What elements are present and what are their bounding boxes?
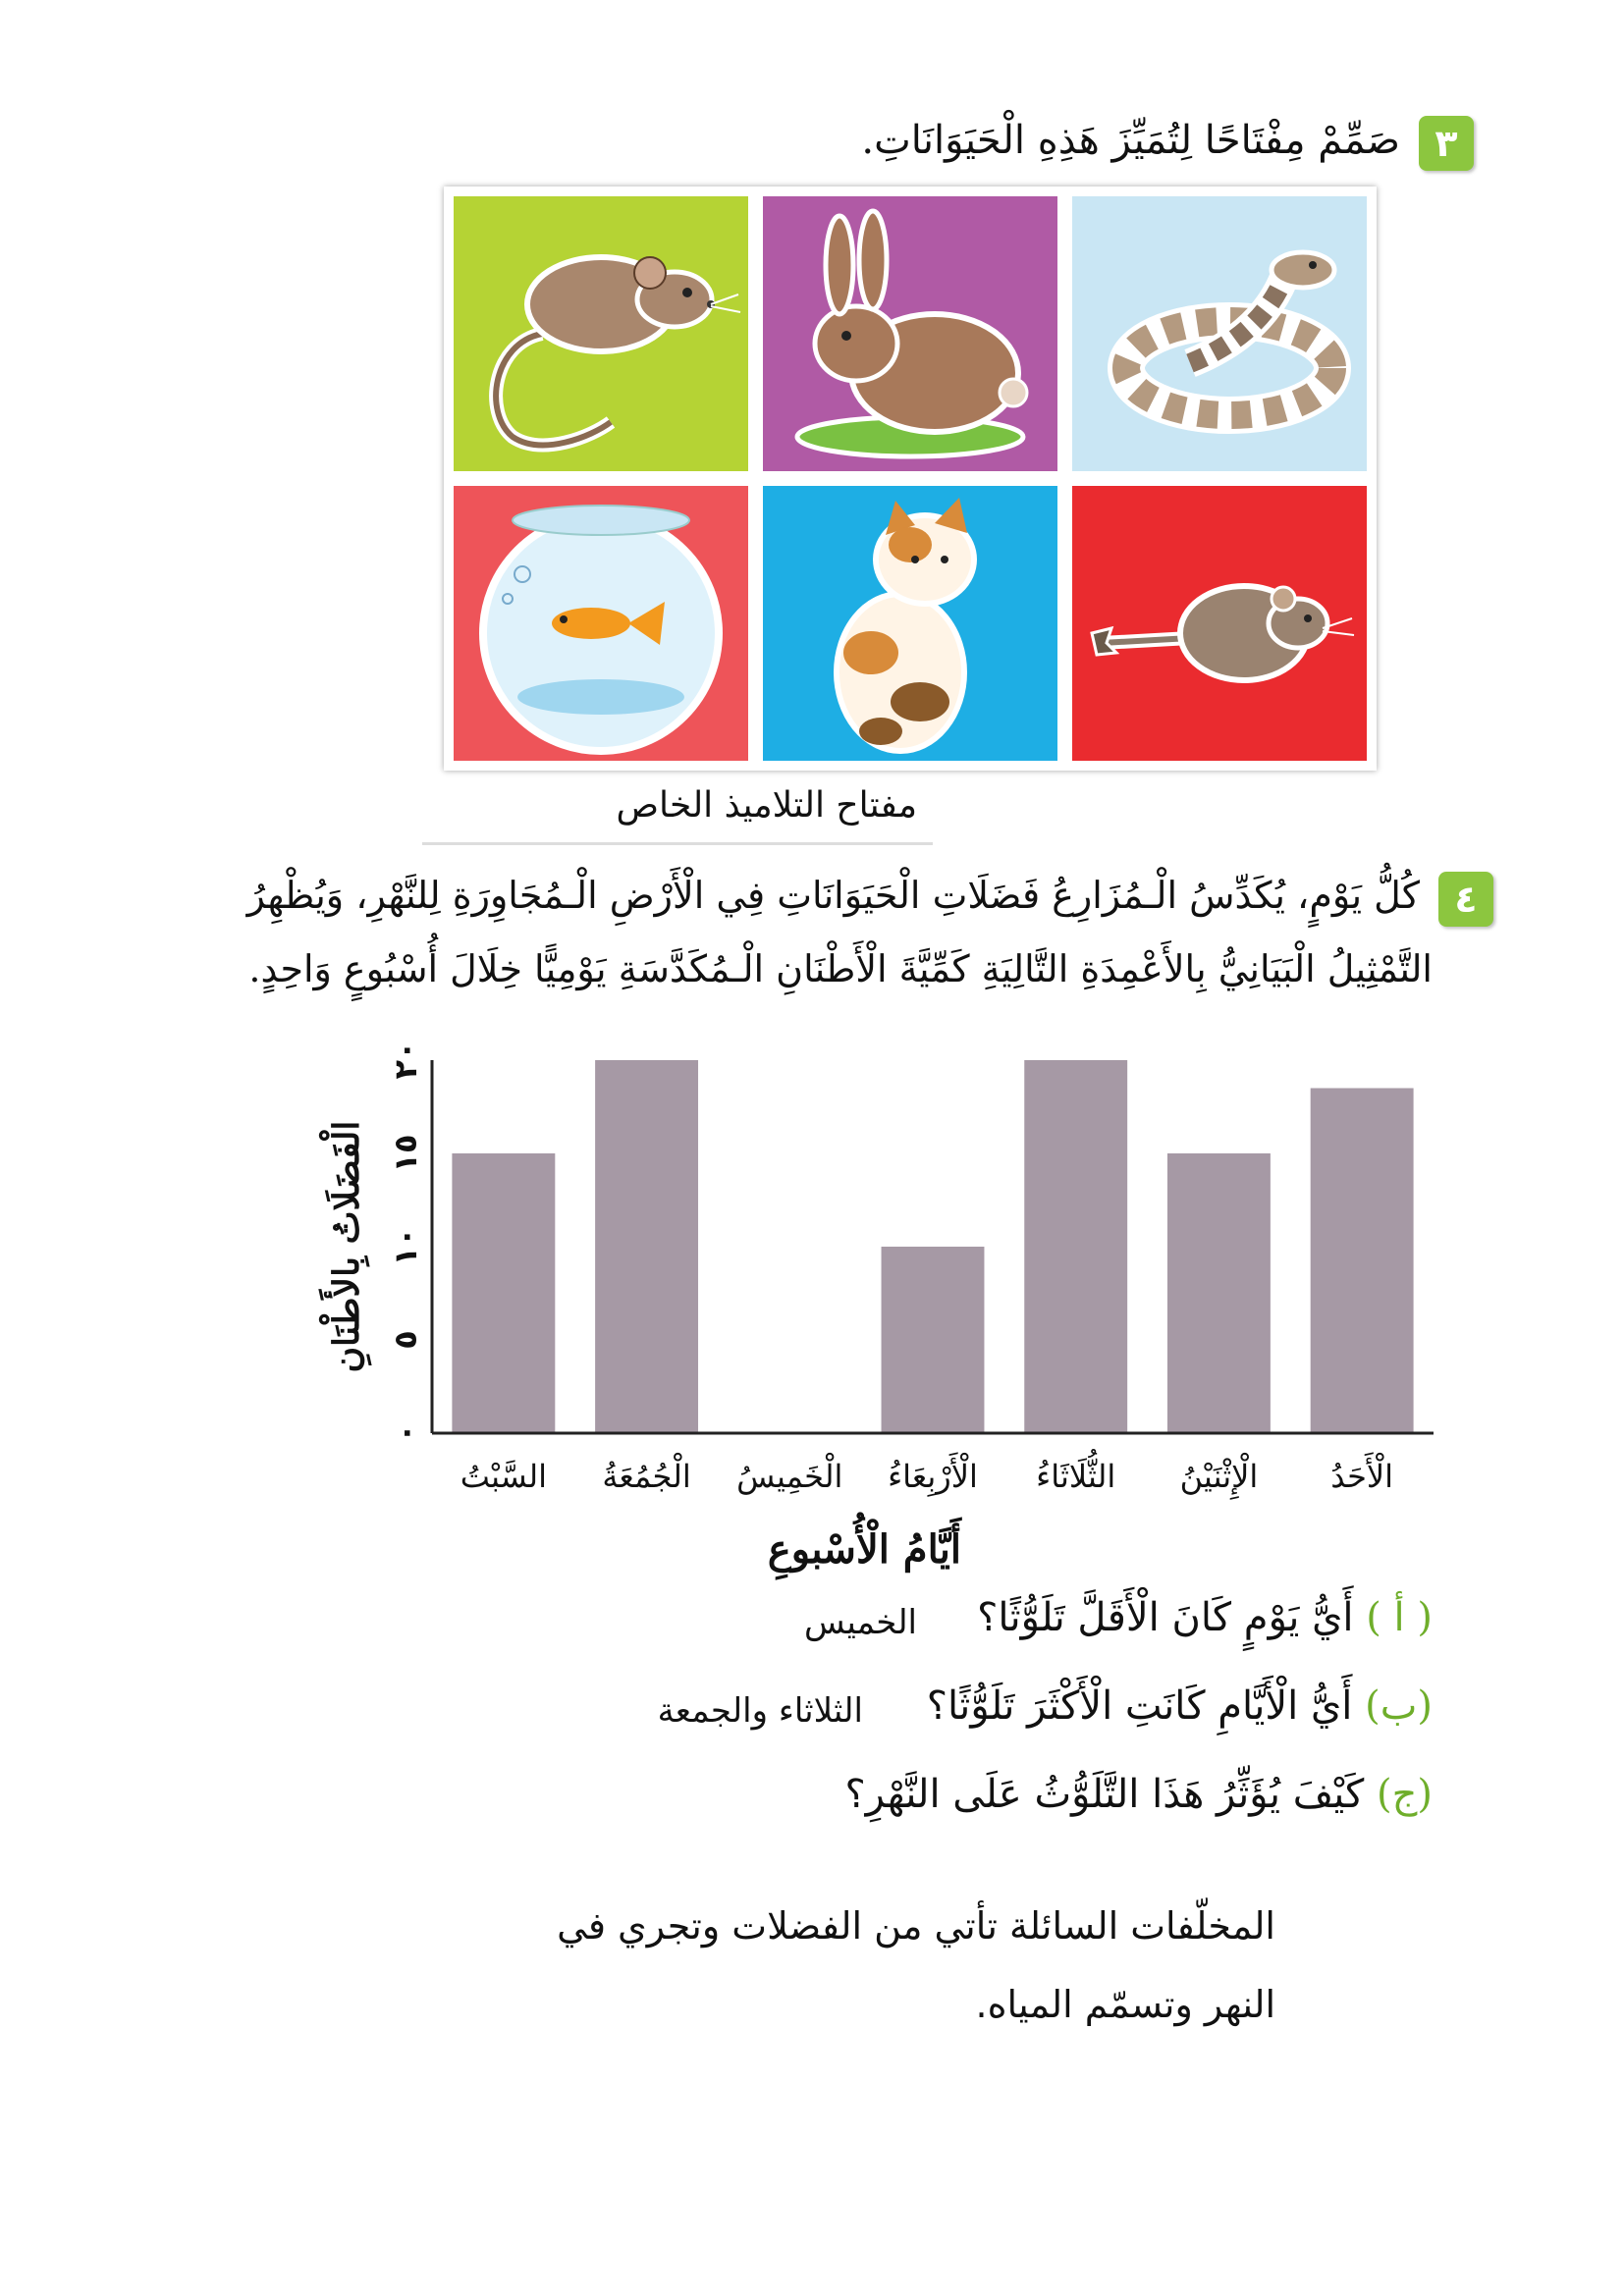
hamster-icon [1072, 486, 1367, 761]
animal-grid [444, 187, 1377, 771]
sub-b-answer: الثلاثاء والجمعة [657, 1691, 863, 1731]
y-tick-label: ٥ [387, 1330, 424, 1350]
question-4-badge: ٤ [1438, 872, 1493, 927]
sub-b-text: أَيُّ الْأَيَّامِ كَانَتِ الْأَكْثَرَ تَلَوُّثًا؟ [926, 1683, 1353, 1729]
tile-cat [763, 486, 1057, 761]
cat-icon [763, 486, 1057, 761]
y-tick-label: ١٥ [387, 1134, 424, 1173]
y-tick-label: ١٠ [387, 1227, 424, 1266]
sub-c-text: كَيْفَ يُؤَثِّرُ هَذَا التَّلَوُّثُ عَلَى النَّهْرِ؟ [844, 1772, 1365, 1817]
sub-b-label: (ب) [1365, 1683, 1433, 1729]
y-axis-label: الْفَضَلَاتُ بِالأَطْنَانِ [326, 1120, 367, 1373]
tile-mouse [454, 196, 748, 471]
bar-chart [295, 1011, 1453, 1561]
tile-hamster [1072, 486, 1367, 761]
sub-c-answer-line2: النهر وتسمّم المياه. [975, 1983, 1275, 2026]
bar-5 [1167, 1153, 1271, 1433]
tile-fish [454, 486, 748, 761]
x-tick-label: الْإِثْنَيْنُ [1179, 1458, 1259, 1495]
sub-question-c [844, 1772, 1433, 1817]
x-tick-label: الْخَمِيسُ [736, 1458, 843, 1495]
x-tick-label: الْجُمُعَةُ [602, 1458, 691, 1495]
y-tick-label: ٠ [387, 1423, 424, 1443]
question-4-line1: كُلُّ يَوْمٍ، يُكَدِّسُ الْـمُزَارِعُ فَضَلَاتِ الْحَيَوَانَاتِ فِي الْأَرْضِ الْـمُجَاوِرَةِ لِلنَّهْرِ، وَيُظْهِرُ [246, 874, 1420, 917]
sub-question-b [927, 1683, 1433, 1729]
answer-underline [422, 842, 933, 845]
x-tick-label: الْأَحَدُ [1330, 1458, 1394, 1495]
tile-snake [1072, 196, 1367, 471]
bar-4 [1024, 1060, 1127, 1433]
x-tick-label: الثُّلَاثَاءُ [1036, 1458, 1116, 1495]
tile-rabbit [763, 196, 1057, 471]
x-tick-label: الْأَرْبِعَاءُ [888, 1458, 978, 1495]
bar-chart-svg [295, 1011, 1453, 1561]
q3-answer: مفتاح التلاميذ الخاص [616, 785, 917, 826]
mouse-icon [454, 196, 748, 471]
sub-question-a [977, 1595, 1433, 1640]
rabbit-icon [763, 196, 1057, 471]
x-axis-label: أَيَّامُ الْأُسْبوعِ [767, 1526, 961, 1573]
y-tick-label: ٢٠ [387, 1041, 424, 1080]
bar-0 [452, 1153, 555, 1433]
snake-icon [1072, 196, 1367, 471]
x-tick-label: السَّبْتُ [460, 1458, 547, 1495]
sub-c-label: (ج) [1376, 1772, 1433, 1817]
question-4-line2: التَّمْثِيلُ الْبَيَانِيُّ بِالأَعْمِدَةِ التَّالِيَةِ كَمِّيَّةَ الْأَطْنَانِ الْـمُكَدَّسَةِ يَوْمِيًّا خِلَالَ أُسْبُوعٍ وَاحِدٍ. [248, 947, 1433, 990]
bar-1 [595, 1060, 698, 1433]
sub-a-text: أَيُّ يَوْمٍ كَانَ الْأَقَلَّ تَلَوُّثًا؟ [977, 1595, 1354, 1640]
sub-c-answer-line1: المخلّفات السائلة تأتي من الفضلات وتجري في [557, 1904, 1275, 1948]
sub-a-answer: الخميس [803, 1603, 917, 1642]
bar-3 [882, 1247, 985, 1433]
question-3-badge: ٣ [1419, 116, 1474, 171]
sub-a-label: ( أ ) [1366, 1595, 1433, 1640]
question-3-text: صَمِّمْ مِفْتَاحًا لِتُمَيِّزَ هَذِهِ الْحَيَوَانَاتِ. [861, 118, 1400, 163]
fish-icon [454, 486, 748, 761]
bar-6 [1311, 1089, 1414, 1434]
